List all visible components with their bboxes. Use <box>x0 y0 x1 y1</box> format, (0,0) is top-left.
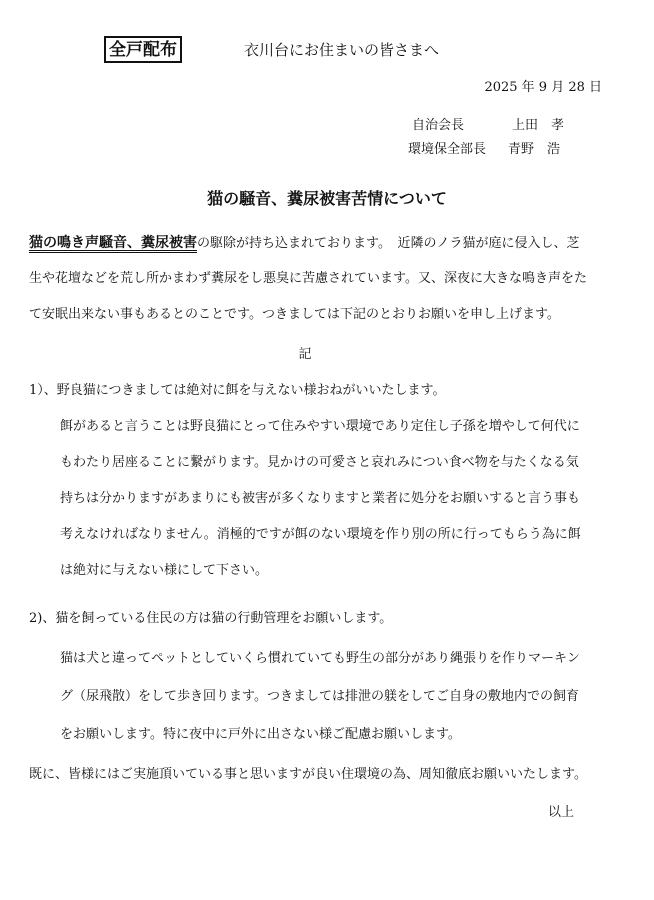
intro-line <box>29 234 579 253</box>
sender-row <box>408 141 561 159</box>
addressee: 衣川台にお住まいの皆さまへ <box>244 41 440 59</box>
date: 2025 年 9 月 28 日 <box>484 80 602 95</box>
intro-text: の駆除が持ち込まれております。 近隣のノラ猫が庭に侵入し、芝 <box>197 236 580 251</box>
item-line: は絶対に与えない様にして下さい。 <box>60 563 269 578</box>
item-line: をお願いします。特に夜中に戸外に出さない様ご配慮お願いします。 <box>60 727 461 742</box>
item-line: グ（尿飛散）をして歩き回ります。つきましては排泄の躾をしてご自身の敷地内での飼育 <box>60 689 579 704</box>
summary: 既に、皆様にはご実施頂いている事と思いますが良い住環境の為、周知徹底お願いいたします。 <box>29 767 587 782</box>
closing: 以上 <box>548 805 575 820</box>
item-line: 猫は犬と違ってペットとしていくら慣れていても野生の部分があり縄張りを作りマーキン <box>60 651 580 666</box>
item-heading: 2)、猫を飼っている住民の方は猫の行動管理をお願いします。 <box>29 611 393 626</box>
sender-title: 環境保全部長 <box>408 142 487 157</box>
item-heading: 1）、野良猫につきましては絶対に餌を与えない様おねがいいたします。 <box>29 383 446 398</box>
item-line: もわたり居座ることに繋がります。見かけの可愛さと哀れみについ食べ物を与たくなる気 <box>60 455 579 470</box>
sender-title: 自治会長 <box>412 118 465 133</box>
intro-line: て安眠出来ない事もあるとのことです。つきましては下記のとおりお願いを申し上げます。 <box>29 307 560 322</box>
sender-row <box>412 117 565 135</box>
intro-line: 生や花壇などを荒し所かまわず糞尿をし悪臭に苦慮されています。又、深夜に大きな鳴き声をた <box>29 271 587 286</box>
sender-name: 上田 孝 <box>512 118 565 133</box>
item-line: 持ちは分かりますがあまりにも被害が多くなりますと業者に処分をお願いすると言う事も <box>60 491 581 506</box>
senders <box>408 117 628 161</box>
sender-name: 青野 浩 <box>508 142 561 157</box>
distribution-badge: 全戸配布 <box>104 36 182 63</box>
ki-marker: 記 <box>298 347 312 362</box>
item-line: 餌があると言うことは野良猫にとって住みやすい環境であり定住し子孫を増やして何代に <box>60 419 580 434</box>
document-title: 猫の騒音、糞尿被害苦情について <box>207 189 447 208</box>
item-line: 考えなければなりません。消極的ですが餌のない環境を作り別の所に行ってもらう為に餌 <box>60 527 581 542</box>
intro-highlight: 猫の鳴き声騒音、糞尿被害 <box>29 235 197 251</box>
